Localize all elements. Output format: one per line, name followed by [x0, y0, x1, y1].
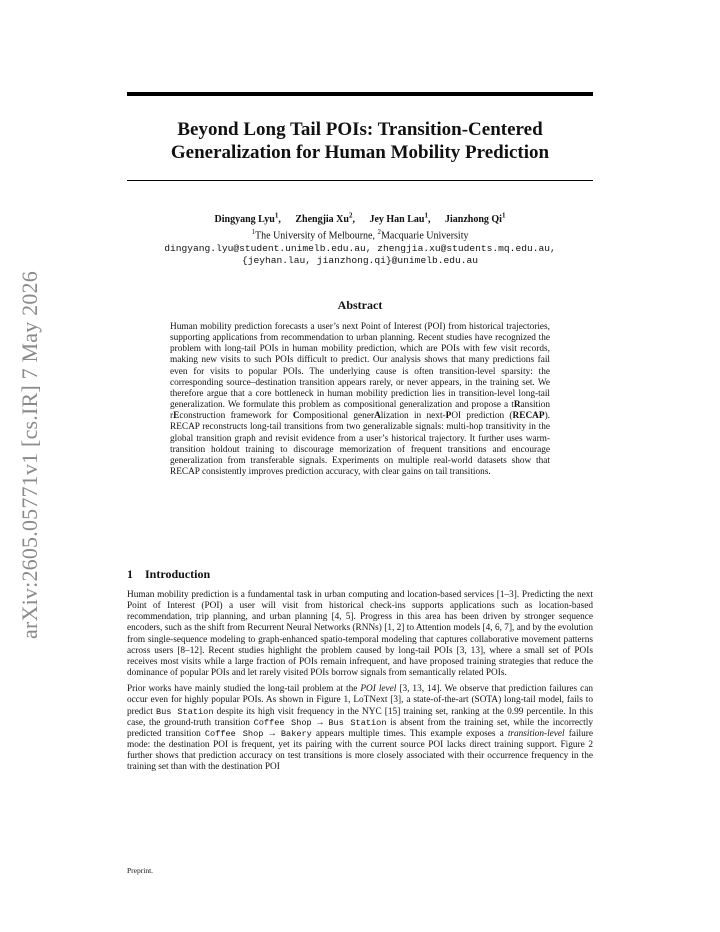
- title-top-rule: [127, 92, 593, 96]
- preprint-footer: Preprint.: [127, 866, 154, 875]
- author-block: [107, 210, 613, 267]
- paper-title: [127, 118, 593, 164]
- section-heading-introduction: 1 Introduction: [127, 567, 211, 581]
- intro-paragraph-1: Human mobility prediction is a fundamental task in urban computing and location-based services [1–3]. Predicting the next Point of Interest (POI) a user will visit from historical check-ins supports applications such as location-based recommendation, trip planning, and urban planning [4, 5]. Progress in this area has been driven by stronger sequence encoders, such as the shift from Recurrent Neural Networks (RNNs) [1, 2] to Attention models [4, 6, 7], and by the evolution from single-sequence modeling to graph-enhanced spatio-temporal modeling that captures collaborative movement patterns across users [8–12]. Recent studies highlight the problem caused by long-tail POIs [3, 13], where a small set of POIs receives most visits while a large fraction of POIs remain infrequent, and have proposed training strategies that reduce the dominance of popular POIs and let rarely visited POIs borrow signals from semantically related POIs.: [127, 590, 593, 679]
- introduction-body: [127, 590, 593, 779]
- author-names: [107, 210, 613, 226]
- arxiv-identifier-stamp: [10, 265, 50, 645]
- abstract-heading: Abstract: [337, 298, 383, 312]
- title-line-1: Beyond Long Tail POIs: Transition-Centered: [177, 119, 543, 140]
- intro-paragraph-2: Prior works have mainly studied the long-tail problem at the POI level [3, 13, 14]. We observe that prediction failures can occur even for highly popular POIs. As shown in Figure 1, LoTNext [3], a state-of-the-art (SOTA) long-tail model, fails to predict Bus Station despite its high visit frequency in the NYC [15] training set, ranking at the 0.99 percentile. In this case, the ground-truth transition Coffee Shop → Bus Station is absent from the training set, while the incorrectly predicted transition Coffee Shop → Bakery appears multiple times. This example exposes a transition-level failure mode: the destination POI is frequent, yet its pairing with the current source POI lacks direct training support. Figure 2 further shows that prediction accuracy on test transitions is more closely associated with their occurrence frequency in the training set than with the destination POI: [127, 684, 593, 773]
- author: Jianzhong Qi$^1$: [444, 212, 506, 226]
- title-line-2: Generalization for Human Mobility Prediction: [170, 142, 550, 163]
- title-bottom-rule: [127, 180, 593, 181]
- author: Jey Han Lau$^1$,: [369, 212, 431, 226]
- author-emails-line-1: dingyang.lyu@student.unimelb.edu.au, zhengjia.xu@students.mq.edu.au,: [164, 242, 556, 254]
- author-emails-line-2: {jeyhan.lau, jianzhong.qi}@unimelb.edu.au: [241, 254, 479, 266]
- affiliations: $^1$The University of Melbourne, $^2$Macquarie University: [251, 228, 469, 242]
- author: Dingyang Lyu$^1$,: [214, 212, 281, 226]
- author: Zhengjia Xu$^2$,: [295, 212, 355, 226]
- abstract-text: Human mobility prediction forecasts a user’s next Point of Interest (POI) from historical trajectories, supporting applications from recommendation to urban planning. Recent studies have recognized the problem with long-tail POIs in human mobility prediction, which are POIs with few visit records, making new visits to such POIs difficult to predict. Our analysis shows that many predictions fail even for visits to popular POIs. The underlying cause is often transition-level sparsity: the corresponding source–destination transition appears rarely, or never appears, in the training set. We therefore argue that a core bottleneck in human mobility prediction lies in transition-level long-tail generalization. We formulate this problem as compositional generalization and propose a tRansition rEconstruction framework for Compositional generAlization in next-POI prediction (RECAP). RECAP reconstructs long-tail transitions from two generalizable signals: multi-hop transitivity in the global transition graph and revisit evidence from a user’s historical trajectory. It further uses warm-transition holdout training to discourage memorization of frequent transitions and encourage generalization from transferable signals. Experiments on multiple real-world datasets show that RECAP consistently improves prediction accuracy, with clear gains on tail transitions.: [170, 322, 550, 478]
- arxiv-identifier-text: arXiv:2605.05771v1 [cs.IR] 7 May 2026: [17, 271, 43, 639]
